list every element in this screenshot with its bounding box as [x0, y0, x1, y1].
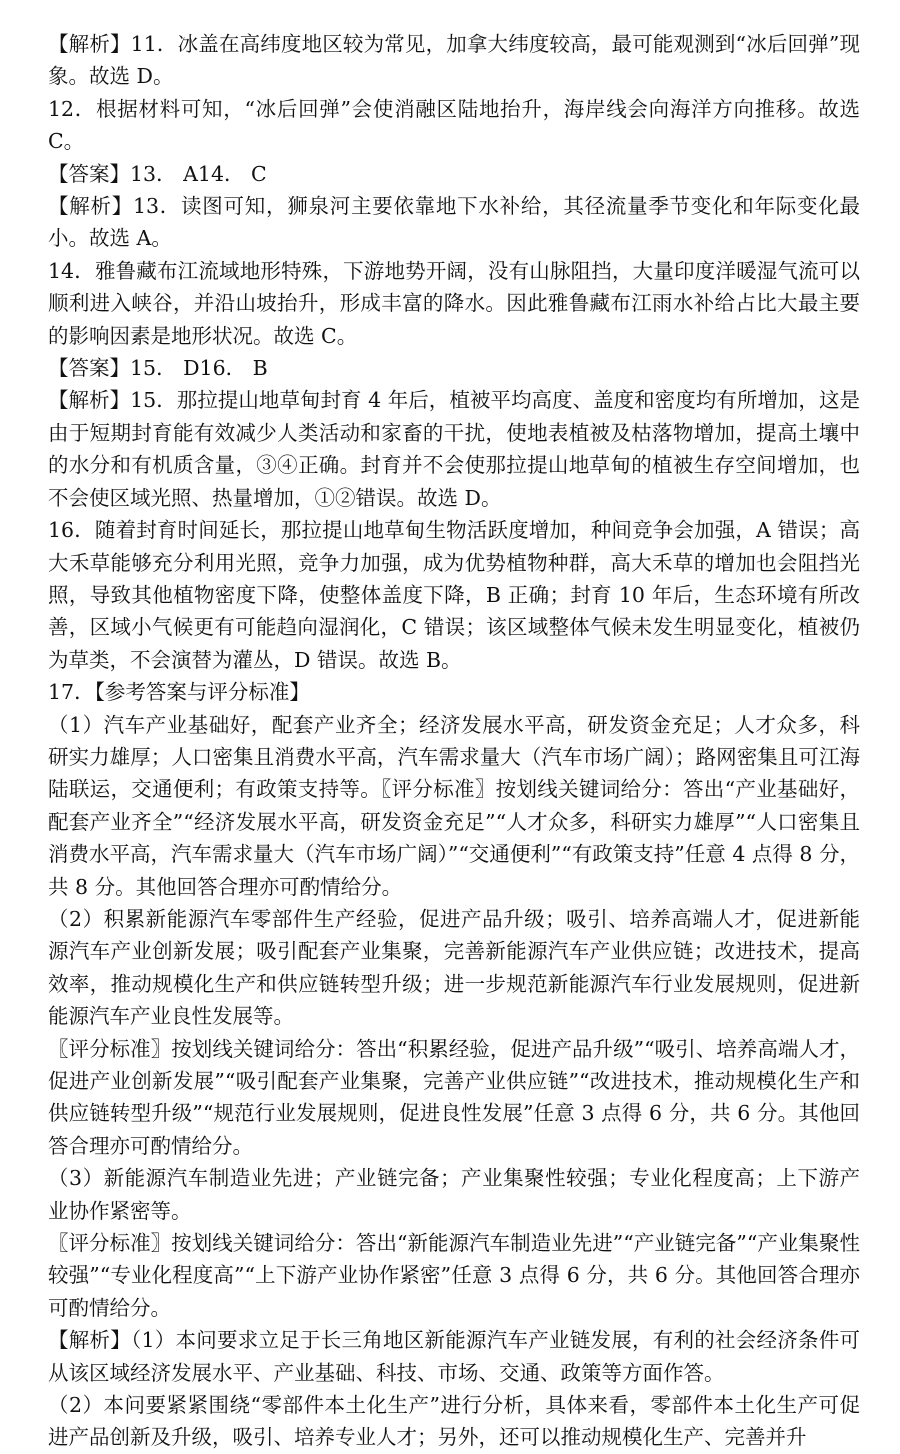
paragraph-15: 【解析】（1）本问要求立足于长三角地区新能源汽车产业链发展，有利的社会经济条件可从该区域经济发展水平、产业基础、科技、市场、交通、政策等方面作答。: [48, 1328, 860, 1385]
paragraph-10: （1）汽车产业基础好，配套产业齐全；经济发展水平高，研发资金充足；人才众多，科研实力雄厚；人口密集且消费水平高，汽车需求量大（汽车市场广阔）；路网密集且可江海陆联运，交通便利；有政策支持等。〖评分标准〗按划线关键词给分：答出“产业基础好，配套产业齐全”“经济发展水平高，研发资金充足”“人才众多，科研实力雄厚”“人口密集且消费水平高，汽车需求量大（汽车市场广阔）”“交通便利”“有政策支持”任意 4 点得 8 分，共 8 分。其他回答合理亦可酌情给分。: [48, 712, 860, 899]
paragraph-13: （3）新能源汽车制造业先进；产业链完备；产业集聚性较强；专业化程度高；上下游产业协作紧密等。: [48, 1166, 860, 1223]
paragraph-12: 〖评分标准〗按划线关键词给分：答出“积累经验，促进产品升级”“吸引、培养高端人才，促进产业创新发展”“吸引配套产业集聚，完善产业供应链”“改进技术，推动规模化生产和供应链转型升级”“规范行业发展规则，促进良性发展”任意 3 点得 6 分，共 6 分。其他回答合理亦可酌情给分。: [48, 1036, 860, 1158]
paragraph-5: 14．雅鲁藏布江流域地形特殊，下游地势开阔，没有山脉阻挡，大量印度洋暖湿气流可以顺利进入峡谷，并沿山坡抬升，形成丰富的降水。因此雅鲁藏布江雨水补给占比大最主要的影响因素是地形状况。故选 C。: [48, 258, 860, 348]
paragraph-6: 【答案】15． D16． B: [48, 356, 268, 381]
paragraph-9: 17．【参考答案与评分标准】: [48, 680, 310, 705]
paragraph-1: 【解析】11．冰盖在高纬度地区较为常见，加拿大纬度较高，最可能观测到“冰后回弹”现象。故选 D。: [48, 32, 860, 89]
paragraph-14: 〖评分标准〗按划线关键词给分：答出“新能源汽车制造业先进”“产业链完备”“产业集聚性较强”“专业化程度高”“上下游产业协作紧密”任意 3 点得 6 分，共 6 分。其他回答合理亦可酌情给分。: [48, 1231, 860, 1320]
paragraph-7: 【解析】15．那拉提山地草甸封育 4 年后，植被平均高度、盖度和密度均有所增加，这是由于短期封育能有效减少人类活动和家畜的干扰，使地表植被及枯落物增加，提高土壤中的水分和有机质含量，③④正确。封育并不会使那拉提山地草甸的植被生存空间增加，也不会使区域光照、热量增加，①②错误。故选 D。: [48, 388, 860, 510]
paragraph-4: 【解析】13．读图可知，狮泉河主要依靠地下水补给，其径流量季节变化和年际变化最小。故选 A。: [48, 194, 860, 251]
paragraph-2: 12．根据材料可知，“冰后回弹”会使消融区陆地抬升，海岸线会向海洋方向推移。故选 C。: [48, 96, 860, 154]
paragraph-11: （2）积累新能源汽车零部件生产经验，促进产品升级；吸引、培养高端人才，促进新能源汽车产业创新发展；吸引配套产业集聚，完善新能源汽车产业供应链；改进技术，提高效率，推动规模化生产和供应链转型升级；进一步规范新能源汽车行业发展规则，促进新能源汽车产业良性发展等。: [48, 906, 860, 1029]
paragraph-3: 【答案】13． A14． C: [48, 161, 267, 186]
paragraph-16: （2）本问要紧紧围绕“零部件本土化生产”进行分析，具体来看，零部件本土化生产可促进产品创新及升级，吸引、培养专业人才；另外，还可以推动规模化生产、完善并升: [48, 1393, 860, 1450]
paragraph-8: 16．随着封育时间延长，那拉提山地草甸生物活跃度增加，种间竞争会加强，A 错误；高大禾草能够充分利用光照，竞争力加强，成为优势植物种群，高大禾草的增加也会阻挡光照，导致其他植物密度下降，使整体盖度下降，B 正确；封育 10 年后，生态环境有所改善，区域小气候更有可能趋向湿润化，C 错误；该区域整体气候未发生明显变化，植被仍为草类，不会演替为灌丛，D 错误。故选 B。: [48, 518, 860, 672]
